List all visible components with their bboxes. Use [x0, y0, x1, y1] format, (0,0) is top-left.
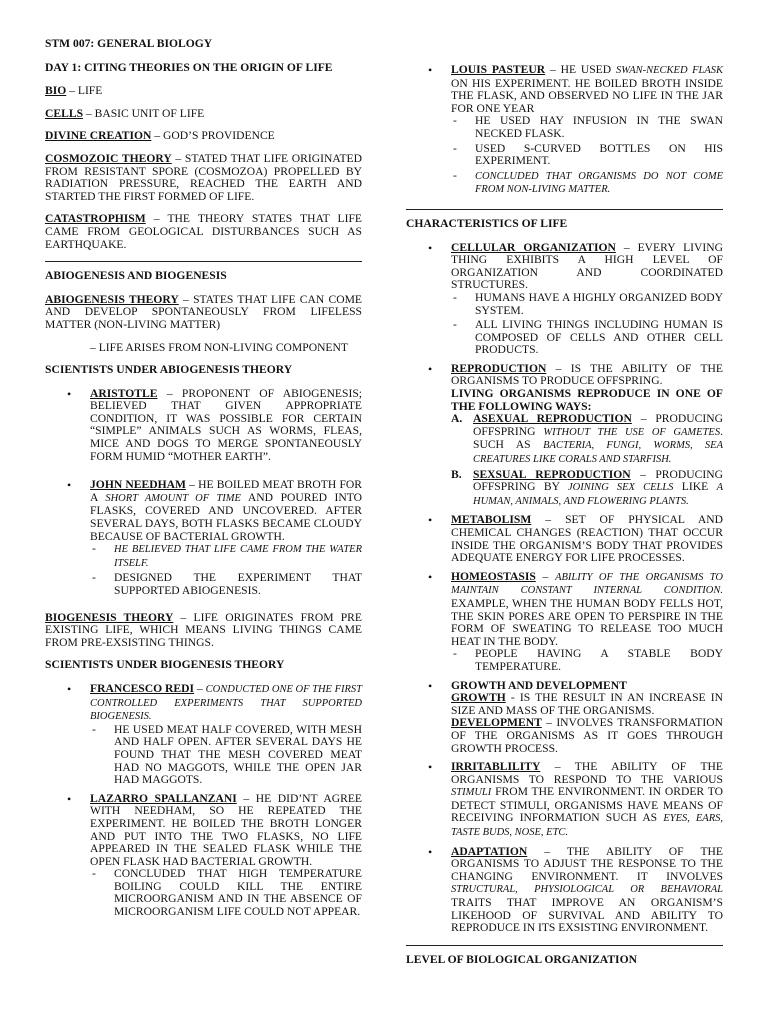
list-item-homeostasis: • HOMEOSTASIS – ABILITY OF THE ORGANISMS TO MAINTAIN CONSTANT INTERNAL CONDITION. EXAMPLE, WHEN THE HUMAN BODY FELLS HOT, THE SKIN PORES ARE OPEN TO PERSPIRE IN THE FORM OF SWEATING TO RELEASE TOO MUCH HEAT IN THE BODY. - PEOPLE HAVING A STABLE BODY TEMPERATURE.	[406, 571, 723, 674]
list-item-growth-development: • GROWTH AND DEVELOPMENT GROWTH - IS THE RESULT IN AN INCREASE IN SIZE AND MASS OF THE ORGANISMS. DEVELOPMENT – INVOLVES TRANSFORMATION OF THE ORGANISMS AS IT GOES THROUGH GROWTH PROCESS.	[406, 680, 723, 756]
day-title: DAY 1: CITING THEORIES ON THE ORIGIN OF LIFE	[45, 60, 333, 74]
course-title: STM 007: GENERAL BIOLOGY	[45, 37, 213, 50]
def-divine-creation: DIVINE CREATION – GOD’S PROVIDENCE	[45, 129, 275, 143]
section-divider	[45, 261, 362, 262]
reproduction-ways: LIVING ORGANISMS REPRODUCE IN ONE OF THE FOLLOWING WAYS:	[451, 387, 723, 413]
list-item-cellular-organization: • CELLULAR ORGANIZATION – EVERY LIVING THING EXHIBITS A HIGH LEVEL OF ORGANIZATION AND COORDINATED STRUCTURES. - HUMANS HAVE A HIGHLY ORGANIZED BODY SYSTEM. - ALL LIVING THINGS INCLUDING HUMAN IS COMPOSED OF CELLS AND OTHER CELL PRODUCTS.	[406, 242, 723, 357]
abiogenesis-scientists-heading: SCIENTISTS UNDER ABIOGENESIS THEORY	[45, 363, 293, 377]
list-item-reproduction: • REPRODUCTION – IS THE ABILITY OF THE ORGANISMS TO PRODUCE OFFSPRING. LIVING ORGANISMS REPRODUCE IN ONE OF THE FOLLOWING WAYS: A. ASEXUAL REPRODUCTION – PRODUCING OFFSPRING WITHOUT THE USE OF GAMETES. SUCH AS BACTERIA, FUNGI, WORMS, SEA CREATURES LIKE CORALS AND STARFISH. B. SEXSUAL REPRODUCTION – PRODUCING OFFSPRING BY JOINING SEX CELLS LIKE A HUMAN, ANIMALS, AND FLOWERING PLANTS.	[406, 363, 723, 509]
abiogenesis-heading: ABIOGENESIS AND BIOGENESIS	[45, 269, 227, 283]
list-item-spallanzani: • LAZARRO SPALLANZANI – HE DID’NT AGREE WITH NEEDHAM, SO HE REPEATED THE EXPERIMENT. HE BOILED THE BROTH LONGER AND PUT INTO THE TWO FLASKS, NO LIFE APPEARED IN THE SEALED FLASK WHILE THE OPEN FLASK HAD BACTERIAL GROWTH. - CONCLUDED THAT HIGH TEMPERATURE BOILING COULD KILL THE ENTIRE MICROORGANISM AND IN THE ABSENCE OF MICROORGANISM LIFE COULD NOT APPEAR.	[45, 793, 362, 919]
def-bio: BIO – LIFE	[45, 84, 103, 98]
needham-sub-2: - DESIGNED THE EXPERIMENT THAT SUPPORTED ABIOGENESIS.	[90, 572, 362, 597]
def-cells: CELLS – BASIC UNIT OF LIFE	[45, 106, 205, 120]
pasteur-sub-3: - CONCLUDED THAT ORGANISMS DO NOT COME FROM NON-LIVING MATTER.	[451, 170, 723, 197]
sexual-reproduction: B. SEXSUAL REPRODUCTION – PRODUCING OFFSPRING BY JOINING SEX CELLS LIKE A HUMAN, ANIMALS, AND FLOWERING PLANTS.	[451, 467, 724, 507]
list-item-pasteur: • LOUIS PASTEUR – HE USED SWAN-NECKED FLASK ON HIS EXPERIMENT. HE BOILED BROTH INSIDE THE FLASK, AND OBSERVED NO LIFE IN THE JAR FOR ONE YEAR - HE USED HAY INFUSION IN THE SWAN NECKED FLASK. - USED S-CURVED BOTTLES ON HIS EXPERIMENT. - CONCLUDED THAT ORGANISMS DO NOT COME FROM NON-LIVING MATTER.	[406, 64, 723, 197]
level-organization-heading: LEVEL OF BIOLOGICAL ORGANIZATION	[406, 952, 637, 966]
list-item-adaptation: • ADAPTATION – THE ABILITY OF THE ORGANISMS TO ADJUST THE RESPONSE TO THE CHANGING ENVIRONMENT. IT INVOLVES STRUCTURAL, PHYSIOLOGICAL OR BEHAVIORAL TRAITS THAT IMPROVE AN ORGANISM’S LIKEHOOD OF SURVIVAL AND ABILITY TO REPRODUCE IN ITS EXSISTING ENVIRONMENT.	[406, 846, 723, 935]
abiogenesis-theory: ABIOGENESIS THEORY – STATES THAT LIFE CAN COME AND DEVELOP SPONTANEOUSLY FROM LIFELESS MATTER (NON-LIVING MATTER)	[45, 292, 362, 331]
list-item-aristotle: • ARISTOTLE – PROPONENT OF ABIOGENESIS; BELIEVED THAT GIVEN APPROPRIATE CONDITION, IT WAS POSSIBLE FOR CERTAIN “SIMPLE” ANIMALS SUCH AS WORMS, FLEAS, MICE AND DOGS TO MERGE SPONTANEOUSLY FORM HUMID “MOTHER EARTH”.	[45, 388, 362, 464]
biogenesis-theory: BIOGENESIS THEORY – LIFE ORIGINATES FROM PRE EXISTING LIFE, WHICH MEANS LIVING THINGS CAME FROM PRE-EXSISTING THINGS.	[45, 610, 362, 649]
list-item-irritability: • IRRITABLILITY – THE ABILITY OF THE ORGANISMS TO RESPOND TO THE VARIOUS STIMULI FROM THE ENVIRONMENT. IN ORDER TO DETECT STIMULI, ORGANISMS HAVE MEANS OF RECEIVING INFORMATION SUCH AS EYES, EARS, TASTE BUDS, NOSE, ETC.	[406, 761, 723, 840]
list-item-redi: • FRANCESCO REDI – CONDUCTED ONE OF THE FIRST CONTROLLED EXPERIMENTS THAT SUPPORTED BIOGENESIS. - HE USED MEAT HALF COVERED, WITH MESH AND HALF OPEN. AFTER SEVERAL DAYS HE FOUND THAT THE MESH COVERED MEAT HAD NO MAGGOTS, WHILE THE OPEN JAR HAD MAGGOTS.	[45, 683, 362, 787]
needham-sub-1: - HE BELIEVED THAT LIFE CAME FROM THE WATER ITSELF.	[90, 543, 362, 570]
def-catastrophism: CATASTROPHISM – THE THEORY STATES THAT LIFE CAME FROM GEOLOGICAL DISTURBANCES SUCH AS EARTHQUAKE.	[45, 212, 362, 251]
section-divider	[406, 945, 723, 946]
asexual-reproduction: A. ASEXUAL REPRODUCTION – PRODUCING OFFSPRING WITHOUT THE USE OF GAMETES. SUCH AS BACTERIA, FUNGI, WORMS, SEA CREATURES LIKE CORALS AND STARFISH.	[451, 412, 723, 466]
spallanzani-sub-1: - CONCLUDED THAT HIGH TEMPERATURE BOILING COULD KILL THE ENTIRE MICROORGANISM AND IN THE ABSENCE OF MICROORGANISM LIFE COULD NOT APPEAR.	[90, 868, 362, 918]
pasteur-sub-2: - USED S-CURVED BOTTLES ON HIS EXPERIMENT.	[451, 143, 723, 168]
cell-sub-1: - HUMANS HAVE A HIGHLY ORGANIZED BODY SYSTEM.	[451, 292, 723, 317]
characteristics-heading: CHARACTERISTICS OF LIFE	[406, 216, 568, 230]
pasteur-sub-1: - HE USED HAY INFUSION IN THE SWAN NECKED FLASK.	[451, 115, 723, 140]
list-item-needham: • JOHN NEEDHAM – HE BOILED MEAT BROTH FOR A SHORT AMOUNT OF TIME AND POURED INTO FLASKS, COVERED AND UNCOVERED. AFTER SEVERAL DAYS, BOTH FLASKS BECAME CLOUDY BECAUSE OF BACTERIAL GROWTH. - HE BELIEVED THAT LIFE CAME FROM THE WATER ITSELF. - DESIGNED THE EXPERIMENT THAT SUPPORTED ABIOGENESIS.	[45, 479, 362, 597]
list-item-metabolism: • METABOLISM – SET OF PHYSICAL AND CHEMICAL CHANGES (REACTION) THAT OCCUR INSIDE THE ORGANISM’S BODY THAT PROVIDES ADEQUATE ENERGY FOR LIFE PROCESSES.	[406, 514, 723, 564]
left-column	[45, 38, 362, 925]
cell-sub-2: - ALL LIVING THINGS INCLUDING HUMAN IS COMPOSED OF CELLS AND OTHER CELL PRODUCTS.	[451, 319, 723, 357]
abiogenesis-note: – LIFE ARISES FROM NON-LIVING COMPONENT	[90, 340, 348, 354]
homeostasis-sub-1: - PEOPLE HAVING A STABLE BODY TEMPERATURE.	[451, 648, 723, 673]
redi-sub-1: - HE USED MEAT HALF COVERED, WITH MESH AND HALF OPEN. AFTER SEVERAL DAYS HE FOUND THAT THE MESH COVERED MEAT HAD NO MAGGOTS, WHILE THE OPEN JAR HAD MAGGOTS.	[90, 724, 362, 787]
section-divider	[406, 209, 723, 210]
right-column	[406, 64, 723, 977]
def-cosmozoic-theory: COSMOZOIC THEORY – STATED THAT LIFE ORIGINATED FROM RESISTANT SPORE (COSMOZOA) PROPELLED BY RADIATION PRESSURE, REACHED THE EARTH AND STARTED THE FIRST FORMED OF LIFE.	[45, 151, 363, 203]
biogenesis-scientists-heading: SCIENTISTS UNDER BIOGENESIS THEORY	[45, 658, 285, 672]
